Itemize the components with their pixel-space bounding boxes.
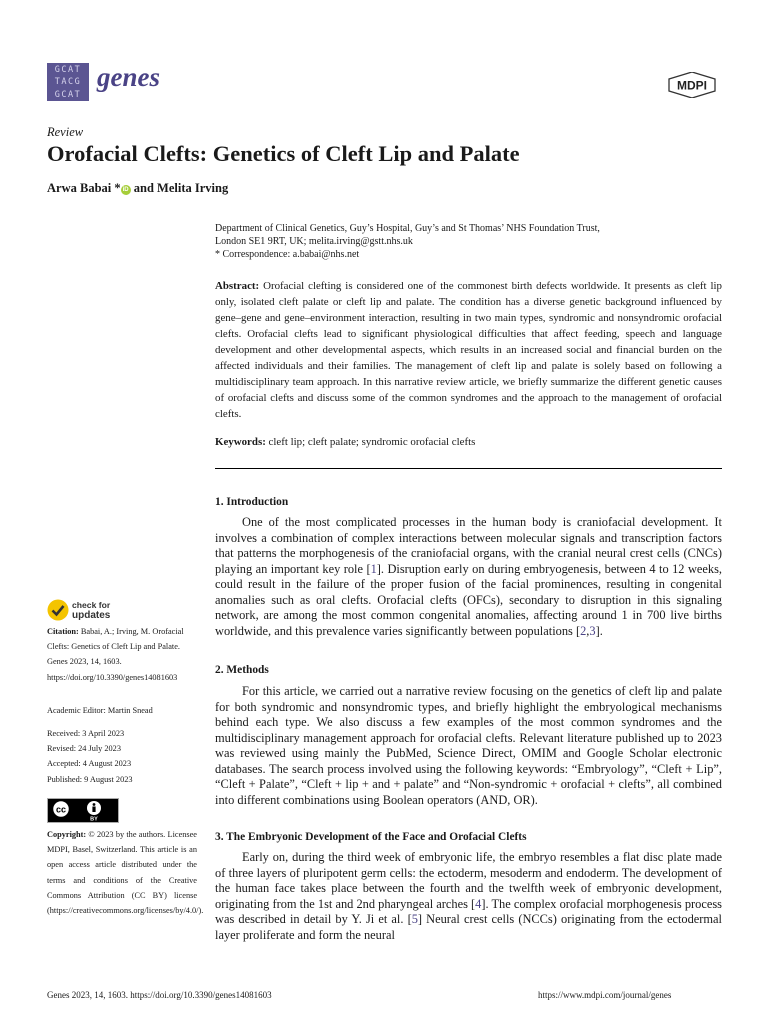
check-updates-label — [72, 601, 110, 620]
abstract-text: Orofacial clefting is considered one of the commonest birth defects worldwide. It presents as cleft lip only, isolated cleft palate or cleft lip and palate. The condition has a diverse genetic background influenced by gene–gene and gene–environment interaction, resulting in two main types, syndromic and nonsyndromic orofacial clefts. Orofacial clefts lead to significant physiological difficulties that affect feeding, speech and language development and other developmental aspects, which results in an increased social and financial burden on the affected individuals and their families. The management of cleft lip and palate is solely based on following a multidisciplinary team approach. In this narrative review article, we briefly summarize the different genetic causes of orofacial clefts and discuss some of the common syndromes and the approach to the management of orofacial clefts. — [215, 280, 722, 420]
logo-line: GCAT — [54, 89, 82, 100]
footer-journal-url[interactable]: https://www.mdpi.com/journal/genes — [538, 990, 672, 1000]
orcid-icon[interactable]: iD — [122, 187, 129, 193]
check-for-updates-button[interactable] — [47, 598, 117, 622]
reference-link[interactable]: 5 — [411, 912, 418, 926]
mdpi-logo — [668, 72, 716, 98]
article-title: Orofacial Clefts: Genetics of Cleft Lip and Palate — [47, 141, 520, 166]
abstract-label: Abstract: — [215, 280, 260, 292]
copyright — [47, 827, 204, 918]
section-paragraph — [215, 515, 722, 639]
dates — [47, 726, 197, 787]
reference-link[interactable]: 1 — [370, 561, 377, 576]
svg-text:cc: cc — [55, 804, 67, 815]
section-paragraph: For this article, we carried out a narrative review focusing on the genetics of cleft lip and palate for both syndromic and nonsyndromic types, and briefly highlight the embryological mechanisms behind each type. We also discuss a few examples of the most common syndromes and the multidisciplinary management approach for orofacial clefts. Relevant literature published up to 2023 was reviewed using mainly the PubMed, Science Direct, OMIM and Google Scholar electronic databases. The search process involved using the following keywords: “Embryology”, “Cleft + Lip”, “Cleft + Palate”, “Cleft + lip + and + palate” and “Non-syndromic + orofacial + clefts”, all combined into different combinations using Boolean operators (AND, OR). — [215, 684, 722, 807]
text-run: ]. — [595, 623, 603, 638]
author-2[interactable]: and Melita Irving — [130, 181, 229, 195]
text-run: Early on, during the third week of embryonic life, the embryo resembles a flat disc plate made of three layers of pluripotent germ cells: the ectoderm, mesoderm and endoderm. The development of the human face takes place between the fourth and the twelfth week of embryonic development, originating from the 1st and 2nd pharyngeal arches [ — [215, 850, 722, 911]
text-run: ]. Disruption early on during embryogenesis, between 4 to 12 weeks, could result in the failure of the proper fusion of the facial prominences, resulting in congenital anomalies such as oral clefts. Orofacial clefts (OFCs), secondary to disruption in this signaling network, are among the most common congenital anomalies, affecting around 1 in 700 live births worldwide, and this prevalence varies significantly between populations [ — [215, 561, 723, 638]
cc-by-label: BY — [90, 816, 98, 822]
citation-label: Citation: — [47, 627, 79, 636]
date-accepted: Accepted: 4 August 2023 — [47, 759, 132, 769]
publisher-name: MDPI — [677, 78, 707, 93]
date-received: Received: 3 April 2023 — [47, 729, 125, 738]
check-line-2: updates — [72, 609, 111, 621]
logo-line: TACG — [54, 77, 82, 88]
section-heading: 3. The Embryonic Development of the Face and Orofacial Clefts — [215, 831, 527, 843]
reference-link[interactable]: 2 — [580, 623, 587, 638]
reference-link[interactable]: 4 — [475, 896, 482, 911]
affiliation — [215, 222, 722, 261]
check-updates-icon — [47, 599, 69, 621]
logo-line: GCAT — [54, 65, 82, 75]
author-list — [47, 181, 228, 196]
citation — [47, 624, 197, 685]
mdpi-logo-icon — [668, 72, 716, 98]
academic-editor: Academic Editor: Martin Snead — [47, 706, 153, 715]
affiliation-line: London SE1 9RT, UK; melita.irving@gstt.nhs.uk — [215, 236, 413, 247]
correspondence: * Correspondence: a.babai@nhs.net — [215, 249, 360, 260]
cc-by-badge[interactable] — [47, 798, 119, 823]
author-1[interactable]: Arwa Babai * — [47, 181, 121, 195]
copyright-text: © 2023 by the authors. Licensee MDPI, Basel, Switzerland. This article is an open access article distributed under the terms and conditions of the Creative Commons Attribution (CC BY) license (https://creativecommons.org/licenses/by/4.0/). — [47, 830, 204, 916]
footer-citation[interactable]: Genes 2023, 14, 1603. https://doi.org/10.3390/genes14081603 — [47, 990, 272, 1000]
text-run: , — [586, 623, 590, 638]
copyright-label: Copyright: — [47, 830, 87, 839]
text-run: ] Neural crest cells (NCCs) originating from the ectodermal layer proliferate and form the neural — [215, 912, 722, 942]
text-run: One of the most complicated processes in the human body is craniofacial development. It involves a combination of complex interactions between molecular signals and transcription factors that patterns the morphogenesis of the craniofacial organs, with the cranial neural crest cells (CNCs) playing an important key role [ — [215, 515, 722, 576]
article-type: Review — [47, 125, 84, 139]
text-run: ]. The complex orofacial morphogenesis process was described in detail by Y. Ji et al. [ — [215, 896, 723, 926]
divider — [215, 468, 722, 469]
date-published: Published: 9 August 2023 — [47, 774, 133, 784]
reference-link[interactable]: 3 — [589, 623, 596, 638]
check-line-1: check for — [72, 600, 111, 610]
journal-logo — [47, 63, 89, 101]
keywords-text: cleft lip; cleft palate; syndromic orofacial clefts — [265, 436, 476, 448]
affiliation-line: Department of Clinical Genetics, Guy’s Hospital, Guy’s and St Thomas’ NHS Foundation Trust, — [215, 223, 600, 234]
journal-name: genes — [97, 62, 160, 92]
citation-text: Babai, A.; Irving, M. Orofacial Clefts: Genetics of Cleft Lip and Palate. Genes 2023, 14, 1603. https://doi.org/10.3390/genes14081603 — [47, 627, 184, 682]
date-revised: Revised: 24 July 2023 — [47, 744, 121, 754]
cc-license-icon — [48, 799, 118, 822]
section-heading: 2. Methods — [215, 664, 269, 676]
abstract — [215, 278, 722, 422]
section-paragraph — [215, 850, 722, 943]
keywords-label: Keywords: — [215, 436, 266, 448]
section-heading: 1. Introduction — [215, 496, 289, 508]
keywords — [215, 434, 722, 450]
